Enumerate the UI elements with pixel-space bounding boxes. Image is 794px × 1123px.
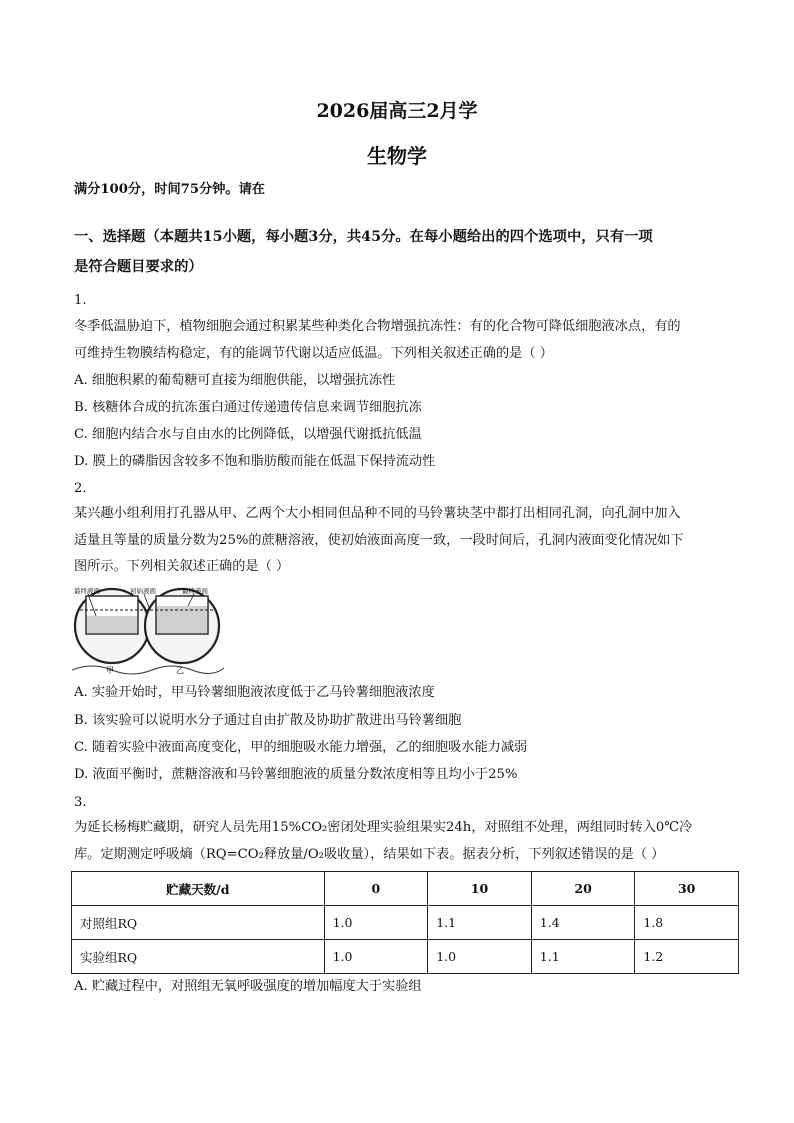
q3-stem-line2: 库。定期测定呼吸熵（RQ=CO₂释放量/O₂吸收量），结果如下表。据表分析，下列叙述错误的是（ ） bbox=[74, 847, 665, 862]
table-cell: 1.1 bbox=[428, 906, 532, 940]
table-cell: 1.4 bbox=[531, 906, 635, 940]
table-cell: 1.2 bbox=[635, 940, 739, 974]
rq-table bbox=[71, 871, 739, 974]
q2-stem-line1: 某兴趣小组利用打孔器从甲、乙两个大小相同但品种不同的马铃薯块茎中都打出相同孔洞，向孔洞中加入 bbox=[74, 506, 681, 521]
q1-stem-line1: 冬季低温胁迫下，植物细胞会通过积累某些种类化合物增强抗冻性：有的化合物可降低细胞液冰点，有的 bbox=[74, 319, 681, 334]
subject-title: 生物学 bbox=[367, 144, 427, 168]
table-header-cell: 20 bbox=[531, 872, 635, 906]
section-heading-line2: 是符合题目要求的） bbox=[74, 259, 203, 275]
potato-hole-figure bbox=[72, 586, 224, 676]
exam-note: 满分100分，时间75分钟。请在 bbox=[74, 182, 265, 197]
q2-option-b: B. 该实验可以说明水分子通过自由扩散及协助扩散进出马铃薯细胞 bbox=[74, 713, 462, 728]
label-final-level-right: 最终液面 bbox=[182, 587, 208, 595]
table-header-cell: 30 bbox=[635, 872, 739, 906]
q1-option-b: B. 核糖体合成的抗冻蛋白通过传递遗传信息来调节细胞抗冻 bbox=[74, 400, 422, 415]
q2-option-c: C. 随着实验中液面高度变化，甲的细胞吸水能力增强，乙的细胞吸水能力减弱 bbox=[74, 740, 528, 755]
q2-stem-line2: 适量且等量的质量分数为25%的蔗糖溶液，使初始液面高度一致，一段时间后，孔洞内液面变化情况如下 bbox=[74, 533, 684, 548]
q3-stem-line1: 为延长杨梅贮藏期，研究人员先用15%CO₂密闭处理实验组果实24h，对照组不处理，两组同时转入0℃冷 bbox=[74, 820, 693, 835]
table-cell: 对照组RQ bbox=[72, 906, 325, 940]
table-cell: 1.0 bbox=[324, 940, 428, 974]
liquid-jia bbox=[87, 616, 137, 633]
table-cell: 1.0 bbox=[324, 906, 428, 940]
q2-option-a: A. 实验开始时，甲马铃薯细胞液浓度低于乙马铃薯细胞液浓度 bbox=[74, 685, 435, 700]
table-header-cell: 0 bbox=[324, 872, 428, 906]
q1-option-c: C. 细胞内结合水与自由水的比例降低，以增强代谢抵抗低温 bbox=[74, 427, 422, 442]
table-header-cell: 10 bbox=[428, 872, 532, 906]
q1-option-a: A. 细胞积累的葡萄糖可直接为细胞供能，以增强抗冻性 bbox=[74, 373, 396, 388]
table-header-cell: 贮藏天数/d bbox=[72, 872, 325, 906]
table-row bbox=[72, 940, 739, 974]
q1-number: 1. bbox=[74, 293, 87, 308]
q2-stem-line3: 图所示。下列相关叙述正确的是（ ） bbox=[74, 559, 290, 574]
ground-line bbox=[72, 666, 224, 674]
q2-number: 2. bbox=[74, 481, 87, 496]
table-cell: 1.8 bbox=[635, 906, 739, 940]
table-cell: 1.0 bbox=[428, 940, 532, 974]
q1-option-d: D. 膜上的磷脂因含较多不饱和脂肪酸而能在低温下保持流动性 bbox=[74, 454, 436, 469]
section-heading-line1: 一、选择题（本题共15小题，每小题3分，共45分。在每小题给出的四个选项中，只有一项 bbox=[74, 229, 653, 245]
q2-option-d: D. 液面平衡时，蔗糖溶液和马铃薯细胞液的质量分数浓度相等且均小于25% bbox=[74, 767, 518, 782]
table-row bbox=[72, 906, 739, 940]
exam-title: 2026届高三2月学 bbox=[316, 100, 478, 122]
table-cell: 1.1 bbox=[531, 940, 635, 974]
label-jia: 甲 bbox=[106, 666, 114, 675]
label-final-level-left: 最终液面 bbox=[74, 587, 100, 595]
q3-number: 3. bbox=[74, 795, 87, 810]
table-header-row bbox=[72, 872, 739, 906]
label-yi: 乙 bbox=[176, 666, 184, 675]
q1-stem-line2: 可维持生物膜结构稳定，有的能调节代谢以适应低温。下列相关叙述正确的是（ ） bbox=[74, 346, 553, 361]
table-cell: 实验组RQ bbox=[72, 940, 325, 974]
label-initial-level: 初始液面 bbox=[130, 587, 156, 595]
q3-option-a: A. 贮藏过程中，对照组无氧呼吸强度的增加幅度大于实验组 bbox=[74, 979, 422, 994]
